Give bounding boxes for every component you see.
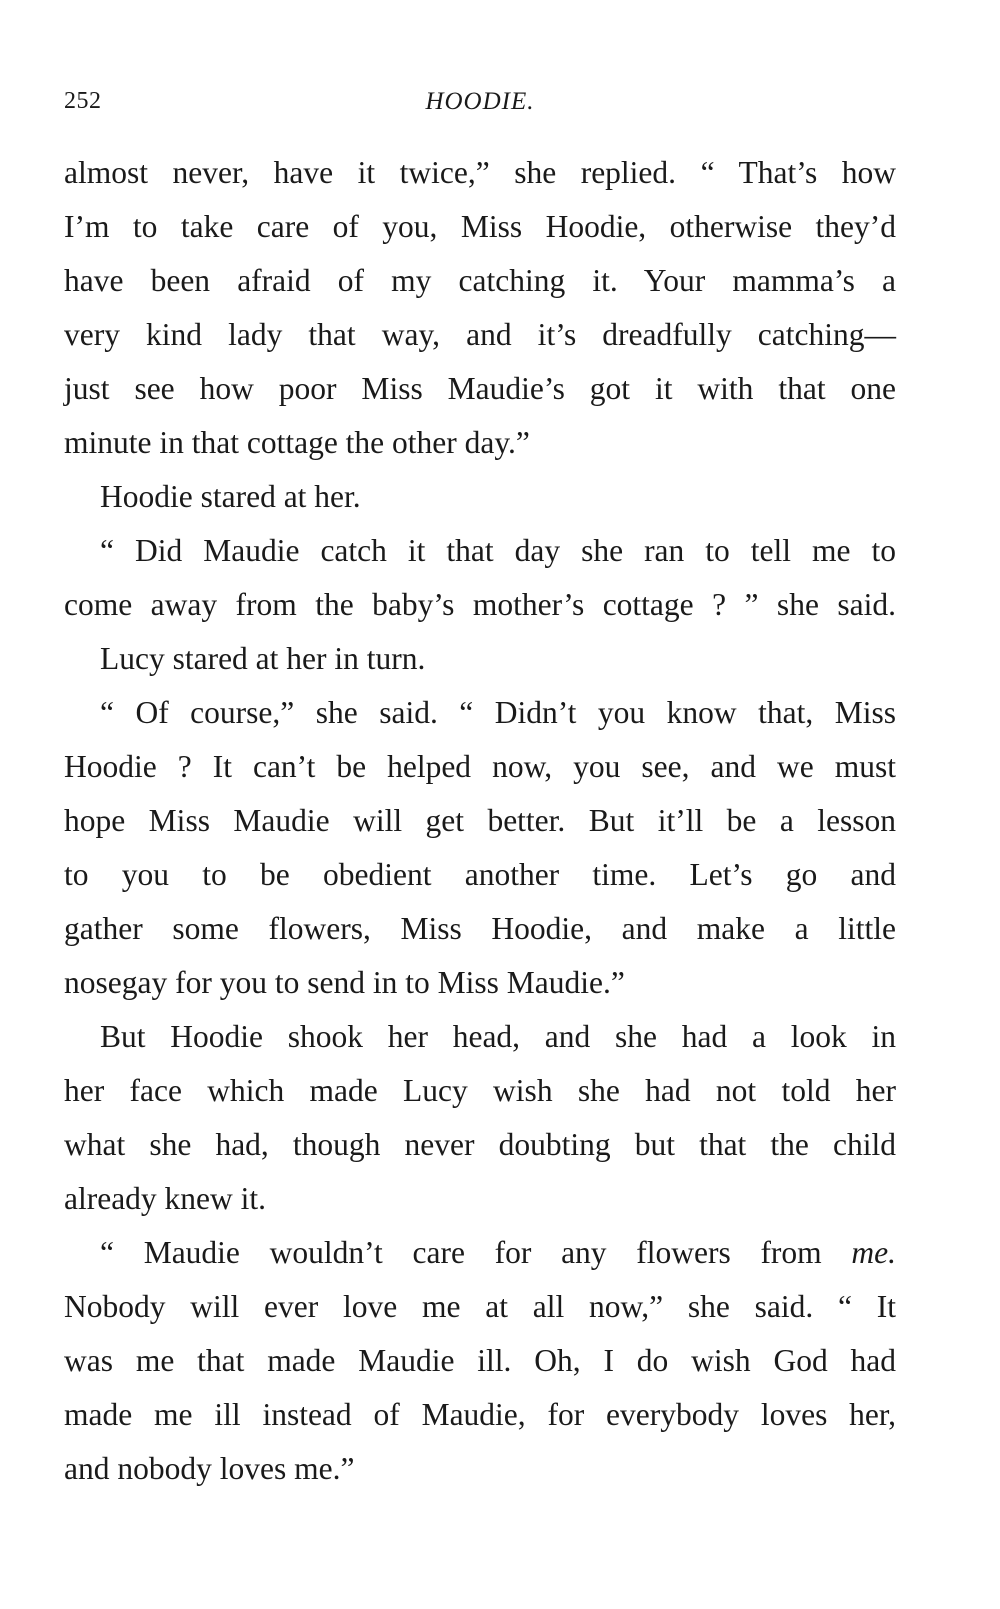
page-header	[64, 88, 896, 128]
text-line: Lucy stared at her in turn.	[100, 641, 426, 676]
text-line: “ Of course,” she said. “ Didn’t you know that, Miss	[100, 695, 896, 730]
text-line: gather some flowers, Miss Hoodie, and make a little	[64, 911, 896, 946]
page-number: 252	[64, 88, 102, 114]
text-line: very kind lady that way, and it’s dreadfully catching—	[64, 317, 896, 352]
body-text	[64, 146, 896, 1496]
text-line: minute in that cottage the other day.”	[64, 425, 530, 460]
text-line: nosegay for you to send in to Miss Maudie.”	[64, 965, 625, 1000]
text-line: to you to be obedient another time. Let’s go and	[64, 857, 896, 892]
text-line: hope Miss Maudie will get better. But it’ll be a lesson	[64, 803, 896, 838]
text-line-with-italic	[64, 1226, 896, 1280]
text-segment: “ Maudie wouldn’t care for any flowers from	[100, 1235, 822, 1270]
text-line: and nobody loves me.”	[64, 1451, 355, 1486]
text-line: But Hoodie shook her head, and she had a look in	[100, 1019, 896, 1054]
text-line: what she had, though never doubting but that the child	[64, 1127, 896, 1162]
text-line: Hoodie ? It can’t be helped now, you see, and we must	[64, 749, 896, 784]
running-title: HOODIE.	[425, 88, 535, 115]
text-line: already knew it.	[64, 1181, 267, 1216]
text-line: come away from the baby’s mother’s cottage ? ” she said.	[64, 587, 896, 622]
text-line: Nobody will ever love me at all now,” she said. “ It	[64, 1289, 896, 1324]
text-line: made me ill instead of Maudie, for everybody loves her,	[64, 1397, 896, 1432]
text-line: have been afraid of my catching it. Your mamma’s a	[64, 263, 896, 298]
italic-word: me.	[851, 1235, 896, 1270]
text-line: “ Did Maudie catch it that day she ran to tell me to	[100, 533, 896, 568]
text-line: was me that made Maudie ill. Oh, I do wish God had	[64, 1343, 896, 1378]
text-line: Hoodie stared at her.	[100, 479, 361, 514]
text-line: just see how poor Miss Maudie’s got it with that one	[64, 371, 896, 406]
text-line: almost never, have it twice,” she replied. “ That’s how	[64, 155, 896, 190]
text-line: her face which made Lucy wish she had not told her	[64, 1073, 896, 1108]
text-line: I’m to take care of you, Miss Hoodie, otherwise they’d	[64, 209, 896, 244]
